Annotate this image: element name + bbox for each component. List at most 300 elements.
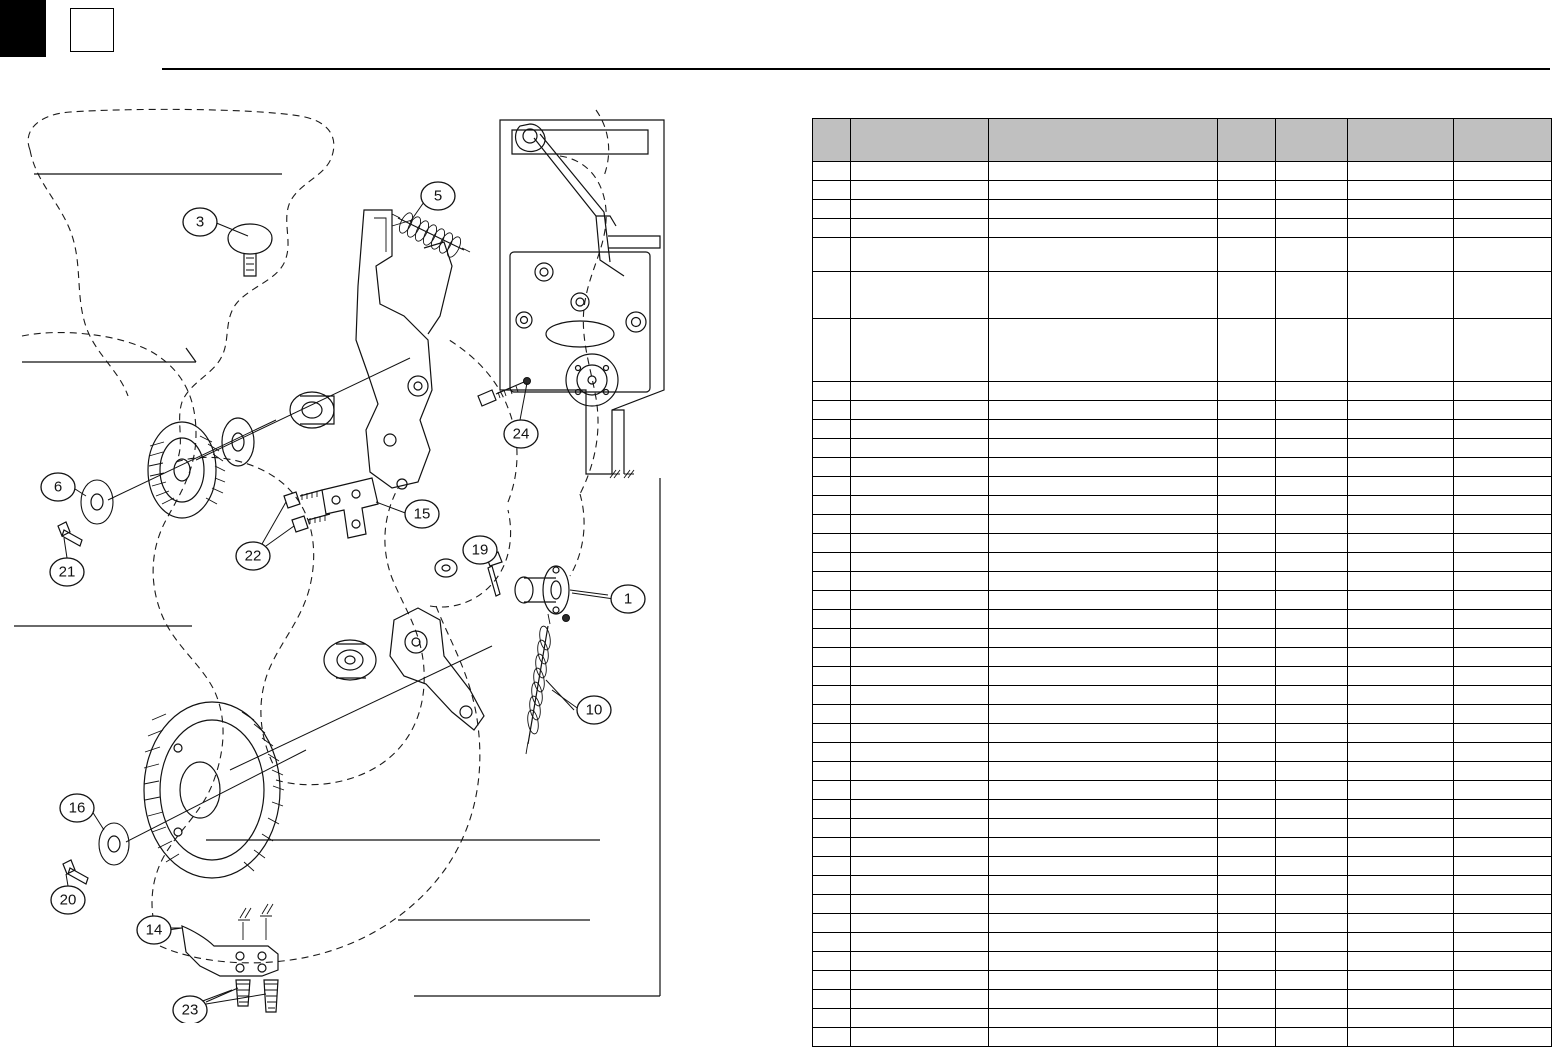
cell-description (989, 439, 1218, 458)
cell-c (1453, 401, 1551, 420)
cell-part-number (851, 272, 989, 319)
table-row (813, 819, 1552, 838)
lower-pulley-assembly (63, 646, 492, 884)
cell-part-number (851, 572, 989, 591)
cell-a (1276, 686, 1348, 705)
cell-item (813, 648, 851, 667)
col-header-b (1348, 119, 1453, 162)
balloon-label: 22 (244, 547, 262, 565)
cell-item (813, 553, 851, 572)
table-row (813, 219, 1552, 238)
cell-part-number (851, 762, 989, 781)
cell-a (1276, 838, 1348, 857)
table-row (813, 610, 1552, 629)
cell-part-number (851, 1009, 989, 1028)
cell-b (1348, 382, 1453, 401)
cell-c (1453, 629, 1551, 648)
cell-c (1453, 181, 1551, 200)
cell-part-number (851, 319, 989, 382)
cell-c (1453, 990, 1551, 1009)
cell-qty (1218, 496, 1276, 515)
cell-description (989, 914, 1218, 933)
cell-item (813, 477, 851, 496)
cell-part-number (851, 534, 989, 553)
cell-item (813, 572, 851, 591)
cell-description (989, 1009, 1218, 1028)
cell-description (989, 319, 1218, 382)
cell-qty (1218, 971, 1276, 990)
cell-description (989, 553, 1218, 572)
cell-b (1348, 181, 1453, 200)
cell-item (813, 686, 851, 705)
cell-part-number (851, 876, 989, 895)
cell-b (1348, 705, 1453, 724)
cell-c (1453, 914, 1551, 933)
cell-description (989, 705, 1218, 724)
cell-c (1453, 724, 1551, 743)
cell-part-number (851, 629, 989, 648)
cell-b (1348, 838, 1453, 857)
cell-part-number (851, 781, 989, 800)
balloon-23 (173, 996, 207, 1023)
balloon-label: 21 (58, 563, 76, 581)
cell-item (813, 819, 851, 838)
cell-c (1453, 1009, 1551, 1028)
cell-a (1276, 162, 1348, 181)
cell-item (813, 781, 851, 800)
cell-qty (1218, 439, 1276, 458)
cell-description (989, 686, 1218, 705)
cell-a (1276, 762, 1348, 781)
balloon-label: 10 (585, 701, 603, 719)
cell-c (1453, 534, 1551, 553)
cell-a (1276, 272, 1348, 319)
cell-description (989, 819, 1218, 838)
cell-part-number (851, 914, 989, 933)
cell-part-number (851, 515, 989, 534)
cell-qty (1218, 319, 1276, 382)
cell-description (989, 952, 1218, 971)
parts-table (812, 118, 1552, 1047)
cell-item (813, 401, 851, 420)
cell-part-number (851, 181, 989, 200)
cell-part-number (851, 382, 989, 401)
cell-c (1453, 952, 1551, 971)
cell-qty (1218, 219, 1276, 238)
cell-a (1276, 743, 1348, 762)
cell-description (989, 420, 1218, 439)
cell-description (989, 648, 1218, 667)
cell-part-number (851, 591, 989, 610)
cell-qty (1218, 800, 1276, 819)
cell-qty (1218, 553, 1276, 572)
cell-description (989, 610, 1218, 629)
cell-item (813, 629, 851, 648)
cell-c (1453, 572, 1551, 591)
parts-list-table (812, 118, 1552, 1047)
cell-qty (1218, 515, 1276, 534)
cell-b (1348, 496, 1453, 515)
cell-part-number (851, 933, 989, 952)
cell-b (1348, 515, 1453, 534)
balloon-6 (41, 473, 75, 501)
cell-a (1276, 819, 1348, 838)
balloon-22 (236, 542, 270, 570)
table-row (813, 382, 1552, 401)
cell-part-number (851, 1028, 989, 1047)
col-header-qty (1218, 119, 1276, 162)
header-divider (162, 68, 1550, 70)
cell-part-number (851, 648, 989, 667)
cell-part-number (851, 439, 989, 458)
table-row (813, 477, 1552, 496)
cell-part-number (851, 819, 989, 838)
cell-part-number (851, 162, 989, 181)
cell-c (1453, 971, 1551, 990)
cell-description (989, 238, 1218, 272)
cell-description (989, 781, 1218, 800)
table-row (813, 591, 1552, 610)
table-header-row (813, 119, 1552, 162)
cell-description (989, 219, 1218, 238)
cell-c (1453, 420, 1551, 439)
cell-b (1348, 162, 1453, 181)
cell-c (1453, 686, 1551, 705)
cell-description (989, 743, 1218, 762)
cell-qty (1218, 724, 1276, 743)
cell-description (989, 162, 1218, 181)
cell-qty (1218, 477, 1276, 496)
cell-qty (1218, 162, 1276, 181)
balloon-label: 16 (68, 799, 86, 817)
cell-qty (1218, 933, 1276, 952)
balloon-21 (50, 558, 84, 586)
table-row (813, 724, 1552, 743)
cell-c (1453, 819, 1551, 838)
table-row (813, 401, 1552, 420)
cell-b (1348, 477, 1453, 496)
cell-b (1348, 219, 1453, 238)
cell-c (1453, 439, 1551, 458)
table-row (813, 515, 1552, 534)
cell-item (813, 181, 851, 200)
cell-description (989, 458, 1218, 477)
table-row (813, 895, 1552, 914)
cell-part-number (851, 800, 989, 819)
cell-item (813, 857, 851, 876)
balloon-label: 3 (195, 213, 205, 231)
cell-item (813, 990, 851, 1009)
header-corner-block (0, 0, 46, 57)
cell-b (1348, 553, 1453, 572)
cell-item (813, 838, 851, 857)
cell-a (1276, 971, 1348, 990)
balloon-24 (504, 420, 538, 448)
table-row (813, 933, 1552, 952)
cell-b (1348, 648, 1453, 667)
cell-qty (1218, 667, 1276, 686)
cell-b (1348, 420, 1453, 439)
cell-qty (1218, 686, 1276, 705)
table-row (813, 952, 1552, 971)
cell-description (989, 629, 1218, 648)
cell-qty (1218, 914, 1276, 933)
cell-b (1348, 439, 1453, 458)
cell-qty (1218, 272, 1276, 319)
cell-part-number (851, 724, 989, 743)
cell-a (1276, 990, 1348, 1009)
cell-description (989, 895, 1218, 914)
cell-item (813, 610, 851, 629)
cell-b (1348, 401, 1453, 420)
cell-c (1453, 319, 1551, 382)
table-row (813, 496, 1552, 515)
table-row (813, 181, 1552, 200)
cell-a (1276, 800, 1348, 819)
cell-b (1348, 743, 1453, 762)
col-header-part-number (851, 119, 989, 162)
cell-a (1276, 496, 1348, 515)
balloon-3 (183, 208, 217, 236)
spring-part-5 (392, 211, 470, 259)
cell-qty (1218, 458, 1276, 477)
cell-item (813, 272, 851, 319)
cell-a (1276, 181, 1348, 200)
cell-a (1276, 219, 1348, 238)
cell-c (1453, 553, 1551, 572)
table-row (813, 648, 1552, 667)
cell-qty (1218, 181, 1276, 200)
cell-a (1276, 667, 1348, 686)
cell-item (813, 800, 851, 819)
reference-lines (14, 174, 660, 996)
cell-b (1348, 933, 1453, 952)
cell-qty (1218, 1028, 1276, 1047)
cell-description (989, 477, 1218, 496)
hub-part-1 (515, 566, 608, 614)
balloon-label: 14 (145, 921, 163, 939)
cell-b (1348, 534, 1453, 553)
cell-item (813, 238, 851, 272)
balloon-16 (60, 794, 94, 822)
cell-b (1348, 800, 1453, 819)
cell-b (1348, 1028, 1453, 1047)
balloon-label: 6 (53, 478, 63, 496)
cell-qty (1218, 876, 1276, 895)
cell-item (813, 724, 851, 743)
cell-a (1276, 553, 1348, 572)
cell-a (1276, 401, 1348, 420)
cell-c (1453, 876, 1551, 895)
cell-c (1453, 667, 1551, 686)
cell-c (1453, 857, 1551, 876)
cell-b (1348, 762, 1453, 781)
cell-qty (1218, 1009, 1276, 1028)
cell-a (1276, 781, 1348, 800)
table-row (813, 990, 1552, 1009)
balloon-label: 20 (59, 891, 77, 909)
table-row (813, 686, 1552, 705)
table-row (813, 876, 1552, 895)
cell-description (989, 933, 1218, 952)
cell-part-number (851, 857, 989, 876)
cell-item (813, 933, 851, 952)
balloon-1 (611, 585, 645, 613)
cell-c (1453, 610, 1551, 629)
header-corner-square (70, 8, 114, 52)
cell-a (1276, 534, 1348, 553)
cell-item (813, 162, 851, 181)
exploded-assembly-drawing (0, 90, 790, 1023)
cell-part-number (851, 553, 989, 572)
cell-b (1348, 781, 1453, 800)
cell-c (1453, 200, 1551, 219)
cell-part-number (851, 496, 989, 515)
cell-c (1453, 743, 1551, 762)
cell-description (989, 971, 1218, 990)
cell-part-number (851, 705, 989, 724)
cell-b (1348, 272, 1453, 319)
cell-part-number (851, 895, 989, 914)
cell-description (989, 496, 1218, 515)
col-header-item (813, 119, 851, 162)
cell-description (989, 591, 1218, 610)
cell-a (1276, 591, 1348, 610)
cell-b (1348, 1009, 1453, 1028)
cell-part-number (851, 219, 989, 238)
table-row (813, 572, 1552, 591)
balloon-label: 23 (181, 1001, 199, 1019)
cell-a (1276, 876, 1348, 895)
cell-item (813, 1009, 851, 1028)
cell-qty (1218, 705, 1276, 724)
cell-item (813, 1028, 851, 1047)
cell-a (1276, 515, 1348, 534)
cell-b (1348, 990, 1453, 1009)
cell-qty (1218, 743, 1276, 762)
cell-c (1453, 933, 1551, 952)
cell-b (1348, 238, 1453, 272)
table-row (813, 1009, 1552, 1028)
cell-a (1276, 1028, 1348, 1047)
table-row (813, 272, 1552, 319)
balloon-20 (51, 886, 85, 914)
cell-description (989, 181, 1218, 200)
cell-qty (1218, 591, 1276, 610)
knob-part-3 (228, 224, 272, 276)
page-header (0, 0, 1558, 80)
cell-b (1348, 914, 1453, 933)
cell-item (813, 382, 851, 401)
cell-a (1276, 572, 1348, 591)
balloon-label: 5 (433, 187, 443, 205)
balloon-label: 24 (512, 425, 530, 443)
cell-b (1348, 876, 1453, 895)
table-row (813, 420, 1552, 439)
cell-item (813, 200, 851, 219)
cell-qty (1218, 819, 1276, 838)
cell-item (813, 667, 851, 686)
cell-item (813, 971, 851, 990)
cell-qty (1218, 781, 1276, 800)
cell-c (1453, 238, 1551, 272)
bracket-part-15 (284, 478, 378, 538)
cell-a (1276, 857, 1348, 876)
cell-qty (1218, 895, 1276, 914)
cell-a (1276, 477, 1348, 496)
cell-item (813, 319, 851, 382)
cell-description (989, 401, 1218, 420)
table-row (813, 914, 1552, 933)
cell-a (1276, 629, 1348, 648)
cell-a (1276, 610, 1348, 629)
cell-part-number (851, 838, 989, 857)
cell-c (1453, 800, 1551, 819)
cell-part-number (851, 743, 989, 762)
cell-a (1276, 648, 1348, 667)
cell-c (1453, 762, 1551, 781)
cell-qty (1218, 857, 1276, 876)
cell-c (1453, 477, 1551, 496)
table-row (813, 1028, 1552, 1047)
cell-item (813, 895, 851, 914)
cell-description (989, 572, 1218, 591)
cell-a (1276, 705, 1348, 724)
table-row (813, 534, 1552, 553)
balloon-5 (421, 182, 455, 210)
cell-a (1276, 382, 1348, 401)
cell-qty (1218, 382, 1276, 401)
cell-description (989, 990, 1218, 1009)
cell-item (813, 420, 851, 439)
table-row (813, 857, 1552, 876)
cell-b (1348, 895, 1453, 914)
cell-qty (1218, 420, 1276, 439)
bolt-part-24 (478, 378, 531, 421)
balloon-10 (577, 696, 611, 724)
cell-part-number (851, 420, 989, 439)
balloon-label: 1 (623, 590, 633, 608)
cell-c (1453, 382, 1551, 401)
cell-part-number (851, 971, 989, 990)
cell-c (1453, 515, 1551, 534)
cell-a (1276, 914, 1348, 933)
table-row (813, 781, 1552, 800)
cell-item (813, 496, 851, 515)
cell-c (1453, 162, 1551, 181)
cell-item (813, 743, 851, 762)
cell-description (989, 762, 1218, 781)
cell-part-number (851, 686, 989, 705)
cell-part-number (851, 667, 989, 686)
cell-item (813, 762, 851, 781)
cell-description (989, 382, 1218, 401)
cell-b (1348, 629, 1453, 648)
cell-part-number (851, 238, 989, 272)
cell-b (1348, 819, 1453, 838)
cell-description (989, 857, 1218, 876)
cell-c (1453, 648, 1551, 667)
cell-b (1348, 667, 1453, 686)
table-row (813, 971, 1552, 990)
cell-a (1276, 439, 1348, 458)
col-header-a (1276, 119, 1348, 162)
cell-qty (1218, 401, 1276, 420)
cell-item (813, 439, 851, 458)
cell-item (813, 876, 851, 895)
cell-description (989, 200, 1218, 219)
cell-description (989, 838, 1218, 857)
